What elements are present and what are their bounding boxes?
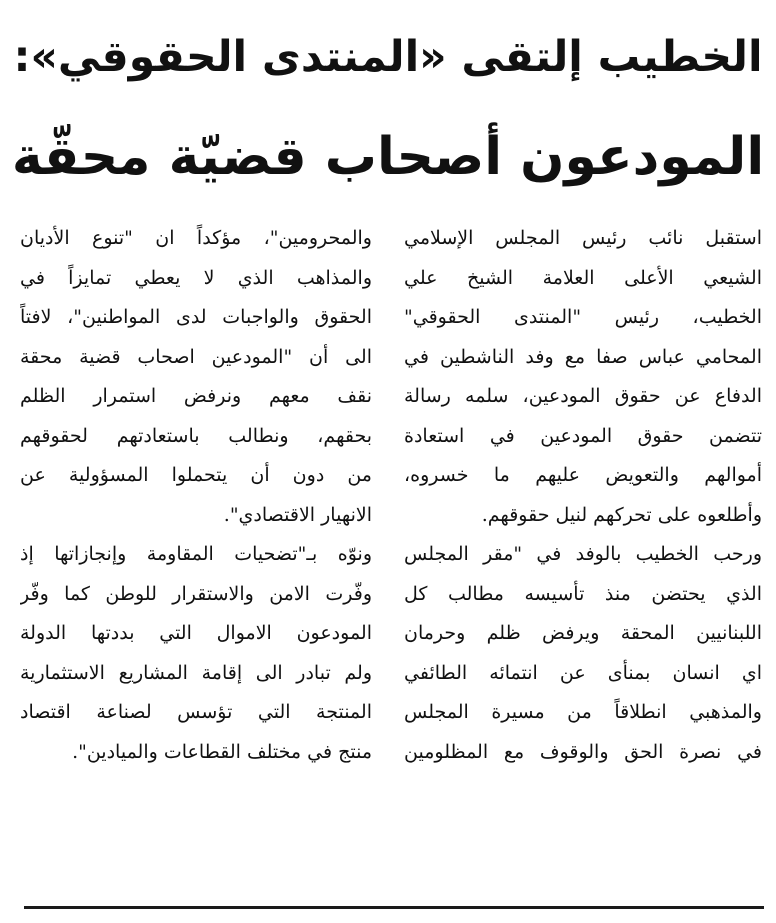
text-line: الانهيار الاقتصادي". [223, 503, 372, 526]
article-column-left [20, 219, 372, 772]
text-line: المنتجة التي تؤسس لصناعة اقتصاد [20, 701, 372, 723]
text-line: الذي يحتضن منذ تأسيسه مطالب كل [404, 582, 762, 605]
text-line: الخطيب، رئيس "المنتدى الحقوقي" [404, 306, 762, 328]
text-line: من دون أن يتحملوا المسؤولية عن [20, 464, 372, 486]
text-line: والمذهبي انطلاقاً من مسيرة المجلس [404, 701, 762, 723]
text-line: والمذاهب الذي لا يعطي تمايزاً في [20, 266, 372, 289]
text-line: نقف معهم ونرفض استمرار الظلم [20, 385, 372, 407]
text-line: الشيعي الأعلى العلامة الشيخ علي [404, 266, 762, 289]
text-line: بحقهم، ونطالب باستعادتهم لحقوقهم [20, 424, 372, 447]
text-line: في نصرة الحق والوقوف مع المظلومين [404, 740, 762, 763]
text-line: الدفاع عن حقوق المودعين، سلمه رسالة [404, 385, 762, 407]
text-line: والمحرومين"، مؤكداً ان "تنوع الأديان [20, 227, 372, 249]
text-line: ولم تبادر الى إقامة المشاريع الاستثمارية [20, 661, 372, 684]
text-line: تتضمن حقوق المودعين في استعادة [404, 424, 762, 447]
text-line: اللبنانيين المحقة ويرفض ظلم وحرمان [404, 622, 762, 644]
text-line: وأطلعوه على تحركهم لنيل حقوقهم. [481, 503, 762, 526]
text-line: وفّرت الامن والاستقرار للوطن كما وفّر [20, 582, 372, 605]
text-line: المودعون الاموال التي بددتها الدولة [20, 622, 372, 644]
text-line: اي انسان بمنأى عن انتمائه الطائفي [404, 661, 762, 684]
article-column-right [404, 219, 762, 772]
bottom-divider [24, 906, 764, 909]
text-line: منتج في مختلف القطاعات والميادين". [72, 740, 372, 763]
headline-line-1: الخطيب إلتقى «المنتدى الحقوقي»: [13, 33, 763, 82]
text-line: الى أن "المودعين اصحاب قضية محقة [20, 345, 372, 368]
headline-line-2: المودعون أصحاب قضيّة محقّة [11, 127, 765, 187]
text-line: الحقوق والواجبات لدى المواطنين"، لافتاً [20, 306, 372, 328]
text-line: المحامي عباس صفا مع وفد الناشطين في [404, 345, 762, 368]
text-line: استقبل نائب رئيس المجلس الإسلامي [404, 227, 762, 249]
text-line: ونوّه بـ"تضحيات المقاومة وإنجازاتها إذ [20, 543, 372, 565]
text-line: ورحب الخطيب بالوفد في "مقر المجلس [404, 543, 762, 565]
text-line: أموالهم والتعويض عليهم ما خسروه، [404, 464, 762, 486]
